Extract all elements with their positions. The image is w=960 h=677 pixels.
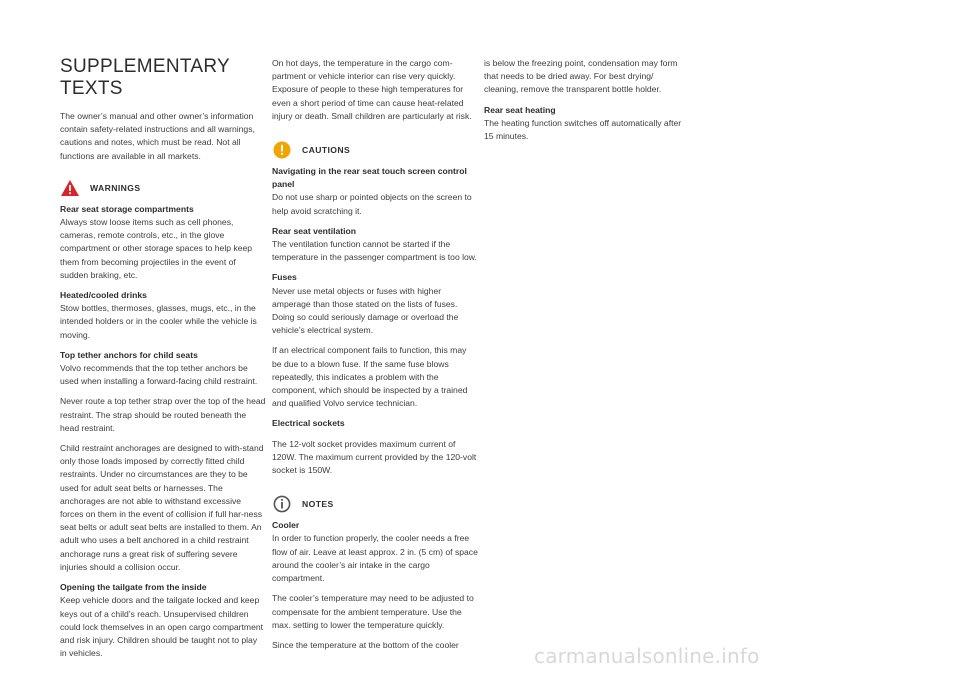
caution-item bbox=[272, 271, 478, 337]
warning-text: Keep vehicle doors and the tailgate locked and keep keys out of a child’s reach. Unsupervised children could lock themselves in an open cargo compartment and risk injury. Children should be taught not to play in vehicles. bbox=[60, 595, 264, 659]
notes-title bbox=[272, 495, 478, 513]
caution-item bbox=[272, 417, 478, 430]
cautions-label: CAUTIONS bbox=[302, 145, 351, 156]
notes-label: NOTES bbox=[302, 499, 334, 510]
caution-item bbox=[272, 225, 478, 265]
caution-paragraph: If an electrical component fails to function, this may be due to a blown fuse. If the same fuse blows repeatedly, this indicates a problem with the component, which should be inspected by a trained and qualified Volvo service technician. bbox=[272, 345, 468, 409]
caution-text: Never use metal objects or fuses with higher amperage than those stated on the lists of fuses. Doing so could seriously damage or overload the vehicle’s electrical system. bbox=[272, 285, 459, 336]
warning-triangle-icon bbox=[60, 179, 80, 197]
info-circle-icon bbox=[272, 495, 292, 513]
warning-item bbox=[60, 581, 266, 660]
caution-heading: Electrical sockets bbox=[272, 418, 345, 429]
caution-circle-icon bbox=[272, 141, 292, 159]
note-heading: Cooler bbox=[272, 520, 300, 531]
caution-heading: Navigating in the rear seat touch screen control panel bbox=[272, 166, 467, 190]
warnings-label: WARNINGS bbox=[90, 182, 141, 193]
warning-paragraph: Child restraint anchorages are designed to with-stand only those loads imposed by correctly fitted child restraints. Under no circumstances are they to be used for adult seat belts or harnesses. The anchorages are not able to withstand excessive forces on them in the event of collision if full har-ness seat belts or adult seat belts are installed to them. An adult who uses a belt anchored in a child restraint anchorage runs a great risk of suffering severe injuries should a collision occur. bbox=[60, 443, 264, 572]
column-1 bbox=[60, 56, 266, 667]
note-item bbox=[272, 519, 478, 585]
note-heading: Rear seat heating bbox=[484, 104, 556, 115]
caution-text: Do not use sharp or pointed objects on the screen to help avoid scratching it. bbox=[272, 192, 472, 216]
title-line-2: TEXTS bbox=[60, 78, 123, 99]
caution-heading: Rear seat ventilation bbox=[272, 225, 357, 236]
warning-heading: Top tether anchors for child seats bbox=[60, 349, 198, 360]
cautions-title bbox=[272, 141, 478, 159]
note-paragraph: Since the temperature at the bottom of the cooler bbox=[272, 639, 459, 650]
note-paragraph-continued: is below the freezing point, condensation may form that needs to be dried away. For best drying/ cleaning, remove the transparent bottle holder. bbox=[484, 58, 678, 95]
warning-heading: Heated/cooled drinks bbox=[60, 290, 147, 301]
caution-heading: Fuses bbox=[272, 272, 297, 283]
warning-item bbox=[60, 349, 266, 389]
column-3 bbox=[484, 57, 690, 150]
intro-text: The owner’s manual and other owner’s information contain safety-related instructions and all warnings, cautions and notes, which must be read. Not all functions are available in all markets. bbox=[60, 111, 255, 161]
warning-heading: Opening the tailgate from the inside bbox=[60, 582, 207, 593]
warning-item bbox=[60, 289, 266, 342]
note-paragraph: The cooler’s temperature may need to be adjusted to compensate for the ambient temperature. Use the max. setting to lower the temperature quickly. bbox=[272, 593, 474, 630]
watermark: carmanualsonline.info bbox=[534, 644, 760, 668]
warnings-title bbox=[60, 179, 266, 197]
warning-paragraph: Never route a top tether strap over the top of the head restraint. The strap should be routed beneath the head restraint. bbox=[60, 396, 266, 433]
warning-text: Always stow loose items such as cell phones, cameras, remote controls, etc., in the glove compartment or other storage spaces to help keep them from becoming projectiles in the event of sudden braking, etc. bbox=[60, 217, 253, 280]
caution-text: The ventilation function cannot be started if the temperature in the passenger compartment is too low. bbox=[272, 239, 477, 263]
title-line-1: SUPPLEMENTARY bbox=[60, 56, 231, 77]
page-title bbox=[60, 56, 266, 100]
caution-item bbox=[272, 165, 478, 218]
warning-item bbox=[60, 203, 266, 282]
warning-heading: Rear seat storage compartments bbox=[60, 203, 194, 214]
note-text: In order to function properly, the cooler needs a free flow of air. Leave at least approx. 2 in. (5 cm) of space around the cooler’s air intake in the cargo compartment. bbox=[272, 533, 478, 584]
note-item bbox=[484, 104, 690, 144]
note-text: The heating function switches off automatically after 15 minutes. bbox=[484, 117, 682, 142]
warning-paragraph: On hot days, the temperature in the cargo com-partment or vehicle interior can rise very quickly. Exposure of people to these high temperatures for even a short period of time can cause heat-related injury or death. Small children are particularly at risk. bbox=[272, 58, 472, 121]
warning-text: Volvo recommends that the top tether anchors be used when installing a forward-facing child restraint. bbox=[60, 363, 258, 387]
warning-text: Stow bottles, thermoses, glasses, mugs, etc., in the intended holders or in the cooler while the vehicle is moving. bbox=[60, 303, 257, 340]
column-2 bbox=[272, 57, 478, 659]
caution-paragraph: The 12-volt socket provides maximum current of 120W. The maximum current provided by the 120-volt socket is 150W. bbox=[272, 438, 477, 476]
